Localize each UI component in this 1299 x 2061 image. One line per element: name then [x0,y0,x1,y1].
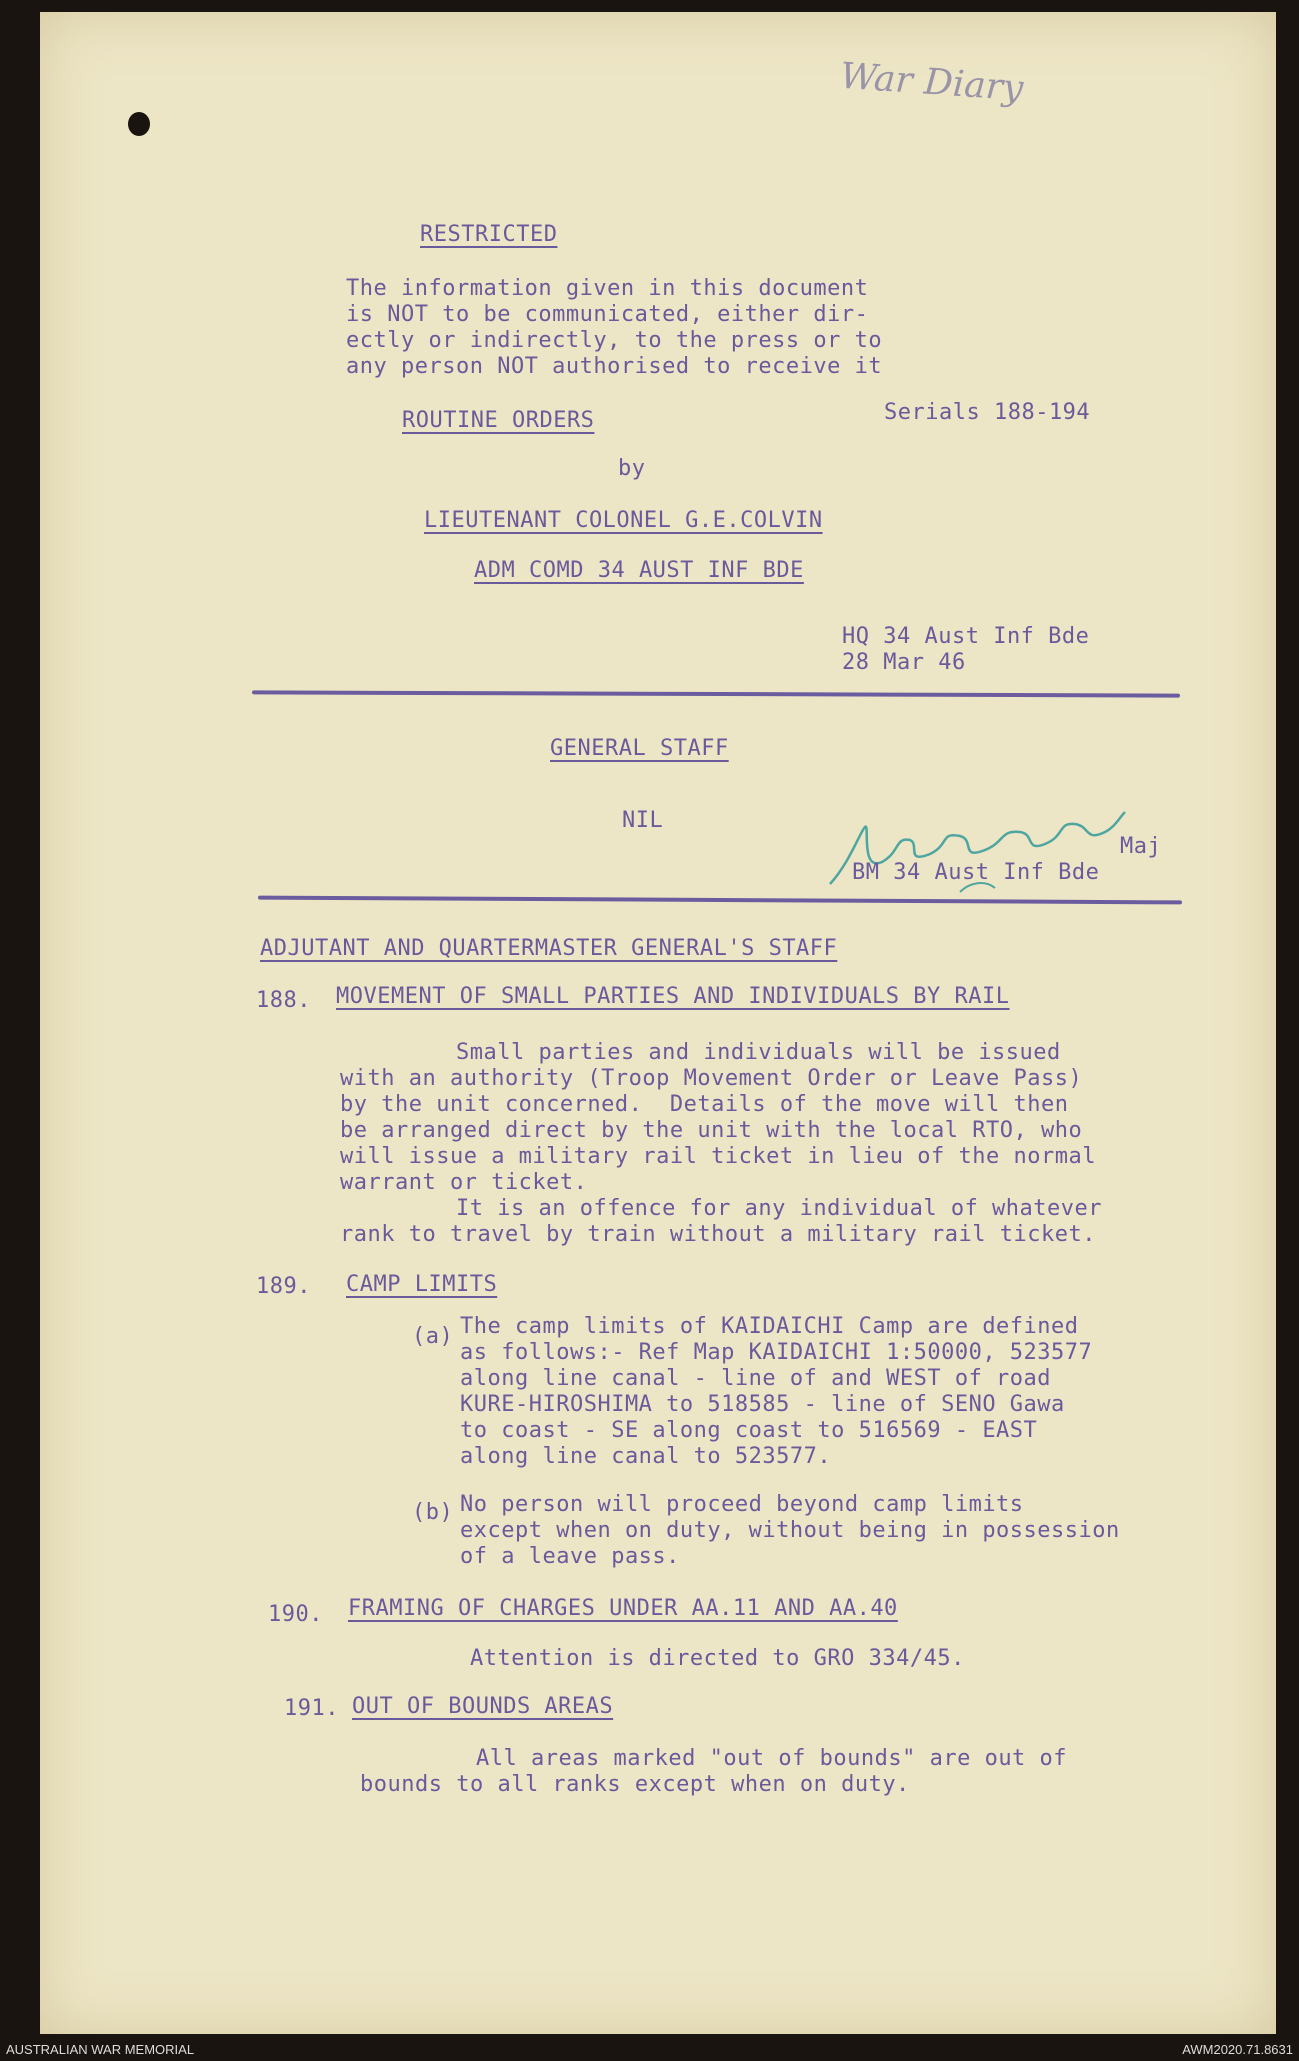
order-text-line: along line canal - line of and WEST of road [460,1366,1052,1391]
order-number: 190. [268,1602,323,1627]
footer-credit: AUSTRALIAN WAR MEMORIAL [6,2042,195,2057]
order-text-line: will issue a military rail ticket in lieu of the normal [340,1144,1096,1169]
date: 28 Mar 46 [842,650,966,675]
classification-heading: RESTRICTED [420,222,558,247]
order-text-line: All areas marked "out of bounds" are out of [476,1746,1068,1771]
sub-item-label: (a) [412,1324,454,1349]
order-text-line: as follows:- Ref Map KAIDAICHI 1:50000, 523577 [460,1340,1093,1365]
general-staff-heading: GENERAL STAFF [550,736,729,761]
document-page [40,12,1276,2034]
order-text-line: It is an offence for any individual of whatever [456,1196,1103,1221]
aqmg-heading: ADJUTANT AND QUARTERMASTER GENERAL'S STAFF [260,936,838,961]
order-text-line: bounds to all ranks except when on duty. [360,1772,910,1797]
divider [252,690,1180,697]
order-text-line: No person will proceed beyond camp limits [460,1492,1024,1517]
order-text-line: of a leave pass. [460,1544,680,1569]
order-text-line: except when on duty, without being in possession [460,1518,1120,1543]
general-staff-content: NIL [622,808,664,833]
warning-line: The information given in this document [346,276,869,301]
order-text-line: to coast - SE along coast to 516569 - EAST [460,1418,1038,1443]
order-text-line: with an authority (Troop Movement Order or Leave Pass) [340,1066,1083,1091]
order-text-line: Attention is directed to GRO 334/45. [470,1646,965,1671]
handwritten-annotation: War Diary [838,55,1025,110]
punch-hole [128,112,150,136]
order-text-line: rank to travel by train without a military rail ticket. [340,1222,1096,1247]
order-number: 191. [284,1696,339,1721]
document-title: ROUTINE ORDERS [402,408,595,433]
headquarters: HQ 34 Aust Inf Bde [842,624,1090,649]
order-title: CAMP LIMITS [346,1272,498,1297]
commander-name: LIEUTENANT COLONEL G.E.COLVIN [424,508,823,533]
warning-line: is NOT to be communicated, either dir- [346,302,869,327]
order-text-line: be arranged direct by the unit with the local RTO, who [340,1118,1083,1143]
order-title: FRAMING OF CHARGES UNDER AA.11 AND AA.40 [348,1596,898,1621]
order-text-line: The camp limits of KAIDAICHI Camp are defined [460,1314,1079,1339]
order-number: 188. [256,988,311,1013]
order-text-line: along line canal to 523577. [460,1444,832,1469]
order-title: OUT OF BOUNDS AREAS [352,1694,614,1719]
order-text-line: warrant or ticket. [340,1170,588,1195]
signatory-appointment: BM 34 Aust Inf Bde [852,860,1100,885]
order-title: MOVEMENT OF SMALL PARTIES AND INDIVIDUALS BY RAIL [336,984,1010,1009]
signatory-rank: Maj [1120,834,1162,859]
serials: Serials 188-194 [884,400,1091,425]
sub-item-label: (b) [412,1500,454,1525]
by-line: by [618,456,646,481]
warning-line: ectly or indirectly, to the press or to [346,328,883,353]
order-text-line: Small parties and individuals will be issued [456,1040,1061,1065]
order-number: 189. [256,1274,311,1299]
warning-line: any person NOT authorised to receive it [346,354,883,379]
footer-accession-number: AWM2020.71.8631 [1182,2042,1293,2057]
command-title: ADM COMD 34 AUST INF BDE [474,558,804,583]
order-text-line: by the unit concerned. Details of the move will then [340,1092,1069,1117]
order-text-line: KURE-HIROSHIMA to 518585 - line of SENO Gawa [460,1392,1065,1417]
